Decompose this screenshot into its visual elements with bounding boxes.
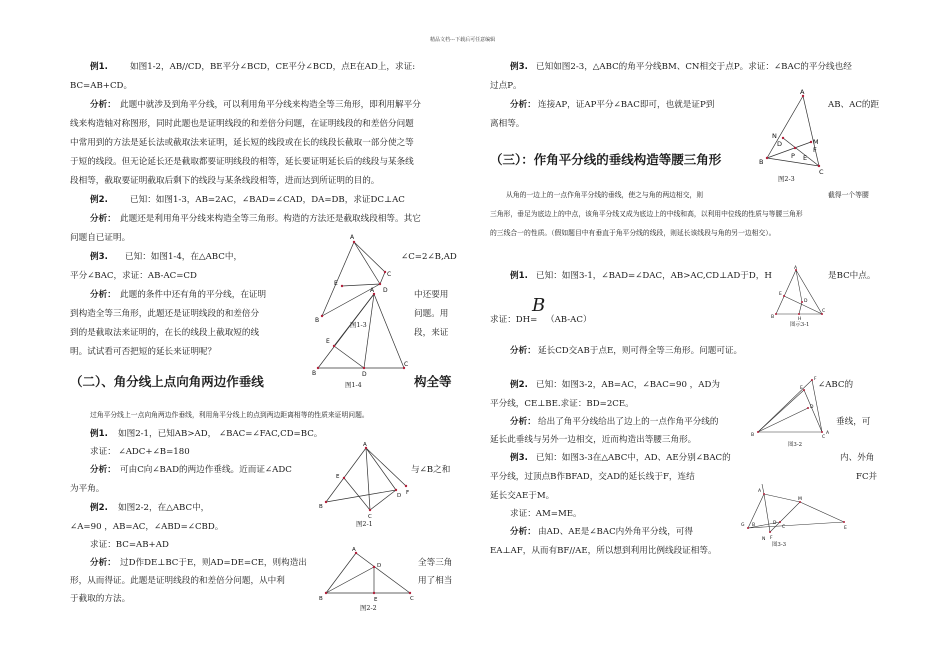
figure-caption: 图2-3 xyxy=(778,175,795,183)
analysis-text: 中常用到的方法是延长法或截取法来证明，延长短的线段或在长的线段长截取一部分使之等 xyxy=(70,138,414,148)
problem-text: 内、外角 xyxy=(840,453,875,463)
problem-text: 如图2-2，在△ABC中， xyxy=(118,503,210,513)
section-intro: 截得一个等腰 xyxy=(828,191,869,199)
section-heading: （三）：作角平分线的垂线构造等腰三角形 xyxy=(490,152,722,167)
problem-text: ∠C=2∠B,AD xyxy=(401,252,457,262)
figure-3-3 xyxy=(740,480,855,550)
section-heading: （二）、角分线上点向角两边作垂线 xyxy=(70,374,264,389)
example-label: 例2. xyxy=(90,503,108,513)
analysis-text: 到构造全等三角形，此题还是证明线段的和差倍分 xyxy=(70,309,260,319)
problem-text: BC=AB+CD。 xyxy=(70,81,133,91)
problem-text: 已知如图2-3，△ABC的角平分线BM、CN相交于点P。求证：∠BAC的平分线也经 xyxy=(536,62,852,72)
analysis-text: 段，来证 xyxy=(414,328,449,338)
figure-3-2 xyxy=(750,372,830,440)
label-B: B xyxy=(319,504,323,510)
label-M: M xyxy=(813,138,819,146)
problem-text: 求证：DH= xyxy=(490,315,538,325)
problem-text: （AB-AC） xyxy=(546,315,592,325)
label-E: E xyxy=(374,597,378,603)
label-C: C xyxy=(387,271,392,278)
analysis-text: AB、AC的距 xyxy=(828,100,880,110)
label-C: C xyxy=(782,525,786,530)
problem-text: ∠ABC的 xyxy=(818,380,854,390)
figure-3-1 xyxy=(770,264,830,322)
example-label: 例3. xyxy=(90,252,108,262)
analysis-text: EA⊥AF，从而有BF//AE，所以想到利用比例线段证相等。 xyxy=(490,546,717,556)
figure-2-2 xyxy=(318,545,418,603)
section-intro: 过角平分线上一点向角两边作垂线，利用角平分线上的点到两边距离相等的性质来证明问题。 xyxy=(90,411,369,419)
analysis-label: 分析： xyxy=(90,465,116,475)
section-heading: 构全等 xyxy=(414,374,452,389)
analysis-text: 问题。用 xyxy=(414,309,449,319)
problem-text: 平分线，过顶点B作BFAD，交AD的延长线于F，连结 xyxy=(490,472,695,482)
problem-text: ∠A=90 ，AB=AC，∠ABD=∠CBD。 xyxy=(70,522,224,532)
problem-text: 已知：如图3-1，∠BAD=∠DAC，AB>AC,CD⊥AD于D，H xyxy=(536,271,772,281)
label-D: D xyxy=(777,140,783,148)
example-label: 例3. xyxy=(510,62,528,72)
formula-glyph: B xyxy=(532,295,546,316)
analysis-text: 全等三角 xyxy=(418,558,453,568)
example-label: 例1. xyxy=(90,62,108,72)
problem-text: 延长交AE于M。 xyxy=(490,491,555,501)
problem-text: 求证：BC=AB+AD xyxy=(90,540,169,550)
label-A: A xyxy=(758,489,762,494)
label-D: D xyxy=(804,299,808,304)
figure-2-3 xyxy=(755,88,835,176)
label-C: C xyxy=(368,514,372,520)
figure-caption: 图示3-1 xyxy=(790,322,810,328)
label-D: D xyxy=(810,405,814,410)
example-label: 例2. xyxy=(510,380,528,390)
label-C: C xyxy=(822,435,826,440)
analysis-label: 分析： xyxy=(90,214,116,224)
analysis-text: 此题的条件中还有角的平分线，在证明 xyxy=(120,290,267,300)
analysis-text: 用了相当 xyxy=(418,576,453,586)
section-intro: 从角的一边上的一点作角平分线的垂线，使之与角的两边相交，则 xyxy=(506,191,704,199)
label-H: H xyxy=(798,317,802,322)
label-A: A xyxy=(350,234,355,241)
analysis-text: 为平角。 xyxy=(70,484,105,494)
problem-text: 求证：AM=ME。 xyxy=(510,509,582,519)
label-C: C xyxy=(819,168,824,176)
label-D: D xyxy=(362,371,367,378)
label-B: B xyxy=(759,158,764,166)
analysis-text: 于截取的方法。 xyxy=(70,594,131,604)
label-D: D xyxy=(377,563,382,569)
problem-text: 如图2-1，已知AB>AD， ∠BAC=∠FAC,CD=BC。 xyxy=(118,429,323,439)
label-A: A xyxy=(363,442,367,448)
example-label: 例1. xyxy=(510,271,528,281)
label-N: N xyxy=(772,132,777,140)
label-B: B xyxy=(771,315,775,320)
analysis-text: 由AD、AE是∠BAC内外角平分线，可得 xyxy=(538,527,693,537)
label-E: E xyxy=(779,292,782,297)
label-C: C xyxy=(404,361,409,368)
label-G: G xyxy=(741,523,745,528)
section-intro: 的三线合一的性质。（假如题目中有垂直于角平分线的线段，则延长该线段与角的另一边相交）。 xyxy=(490,229,776,237)
label-E: E xyxy=(803,154,808,162)
analysis-label: 分析： xyxy=(510,100,536,110)
analysis-label: 分析： xyxy=(510,527,536,537)
analysis-text: 形，从而得证。此题是证明线段的和差倍分问题，从中利 xyxy=(70,576,285,586)
analysis-text: 给出了角平分线给出了边上的一点作角平分线的 xyxy=(538,417,719,427)
figure-caption: 图2-2 xyxy=(360,604,377,612)
figure-caption: 图2-1 xyxy=(356,520,373,528)
analysis-label: 分析： xyxy=(90,100,116,110)
example-label: 例3. xyxy=(510,453,528,463)
label-E: E xyxy=(800,386,803,391)
page-header: 精品文档---下载后可任意编辑 xyxy=(430,37,496,43)
label-N: N xyxy=(762,537,766,542)
problem-text: 过点P。 xyxy=(490,81,522,91)
problem-text: 求证： ∠ADC+∠B=180 xyxy=(90,447,190,457)
analysis-text: 明。试试看可否把短的延长来证明呢？ xyxy=(70,347,217,357)
label-B: B xyxy=(752,523,756,528)
analysis-text: 于短的线段。但无论延长还是截取都要证明线段的相等，延长要证明延长后的线段与某条线 xyxy=(70,157,414,167)
label-B: B xyxy=(315,317,320,324)
problem-text: 平分∠BAC，求证：AB-AC=CD xyxy=(70,271,197,281)
label-F: F xyxy=(814,377,817,382)
analysis-text: 问题自已证明。 xyxy=(70,233,131,243)
problem-text: 已知：如图3-2，AB=AC，∠BAC=90 ，AD为 xyxy=(536,380,720,390)
problem-text: 已知：如图1-3，AB=2AC，∠BAD=∠CAD，DA=DB，求证DC⊥AC xyxy=(130,195,405,205)
analysis-text: 与∠B之和 xyxy=(411,465,451,475)
label-F: F xyxy=(813,146,817,154)
figure-2-1 xyxy=(318,440,414,520)
label-A: A xyxy=(370,287,375,294)
problem-text: 平分线，CE⊥BE.求证：BD=2CE。 xyxy=(490,399,634,409)
label-P: P xyxy=(791,152,795,160)
label-E: E xyxy=(844,526,847,531)
label-D: D xyxy=(773,521,777,526)
section-intro: 三角形，垂足为底边上的中点，该角平分线又成为底边上的中线和高，以利用中位线的性质与等腰三角形 xyxy=(490,210,803,218)
label-B: B xyxy=(751,433,755,438)
label-A: A xyxy=(794,266,798,271)
analysis-label: 分析： xyxy=(90,558,116,568)
analysis-text: 延长CD交AB于点E，则可得全等三角形。问题可证。 xyxy=(538,346,743,356)
example-label: 例1. xyxy=(90,429,108,439)
figure-caption: 图1-3 xyxy=(350,321,367,329)
analysis-text: 线来构造轴对称图形，同时此题也是证明线段的和差倍分问题，在证明线段的和差倍分问题 xyxy=(70,119,414,129)
analysis-text: 连接AP，证AP平分∠BAC即可，也就是证P到 xyxy=(538,100,715,110)
label-F: F xyxy=(406,490,410,496)
problem-text: FC并 xyxy=(856,472,878,482)
analysis-text: 段相等，截取要证明截取后剩下的线段与某条线段相等，进而达到所证明的目的。 xyxy=(70,176,380,186)
figure-caption: 图1-4 xyxy=(345,381,362,389)
problem-text: 已知：如图1-4，在△ABC中， xyxy=(125,252,243,262)
example-label: 例2. xyxy=(90,195,108,205)
analysis-label: 分析： xyxy=(510,417,536,427)
label-C: C xyxy=(410,596,414,602)
analysis-text: 此题还是利用角平分线来构造全等三角形。构造的方法还是截取线段相等。其它 xyxy=(120,214,421,224)
analysis-label: 分析： xyxy=(90,290,116,300)
label-D: D xyxy=(397,493,402,499)
label-C: C xyxy=(822,309,826,314)
problem-text: 是BC中点。 xyxy=(828,271,876,281)
label-A: A xyxy=(352,547,356,553)
label-A: A xyxy=(800,88,805,96)
analysis-text: 此题中就涉及到角平分线，可以利用角平分线来构造全等三角形，即利用解平分 xyxy=(120,100,421,110)
figure-caption: 图3-2 xyxy=(788,442,803,448)
analysis-text: 离相等。 xyxy=(490,119,525,129)
analysis-text: 可由C向∠BAD的两边作垂线。近而证∠ADC xyxy=(120,465,292,475)
label-E: E xyxy=(334,280,338,287)
analysis-text: 过D作DE⊥BC于E，则AD=DE=CE，则构造出 xyxy=(120,558,307,568)
figure-caption: 图3-3 xyxy=(772,542,787,548)
problem-text: 已知：如图3-3在△ABC中，AD、AE分别∠BAC的 xyxy=(536,453,731,463)
label-B: B xyxy=(312,370,317,377)
label-B: B xyxy=(319,596,323,602)
label-E: E xyxy=(326,338,330,345)
analysis-label: 分析： xyxy=(510,346,536,356)
label-F: F xyxy=(770,536,773,541)
analysis-text: 垂线，可 xyxy=(836,417,871,427)
label-E: E xyxy=(336,474,340,480)
label-M: M xyxy=(798,497,802,502)
label-D: D xyxy=(383,287,388,294)
analysis-text: 中还要用 xyxy=(414,290,449,300)
figure-1-4 xyxy=(312,286,412,378)
problem-text: 如图1-2，AB//CD，BE平分∠BCD，CE平分∠BCD，点E在AD上，求证: xyxy=(130,62,416,72)
analysis-text: 到的是截取法来证明的，在长的线段上截取短的线 xyxy=(70,328,260,338)
analysis-text: 延长此垂线与另外一边相交，近而构造出等腰三角形。 xyxy=(490,435,697,445)
label-A: A xyxy=(826,431,830,436)
